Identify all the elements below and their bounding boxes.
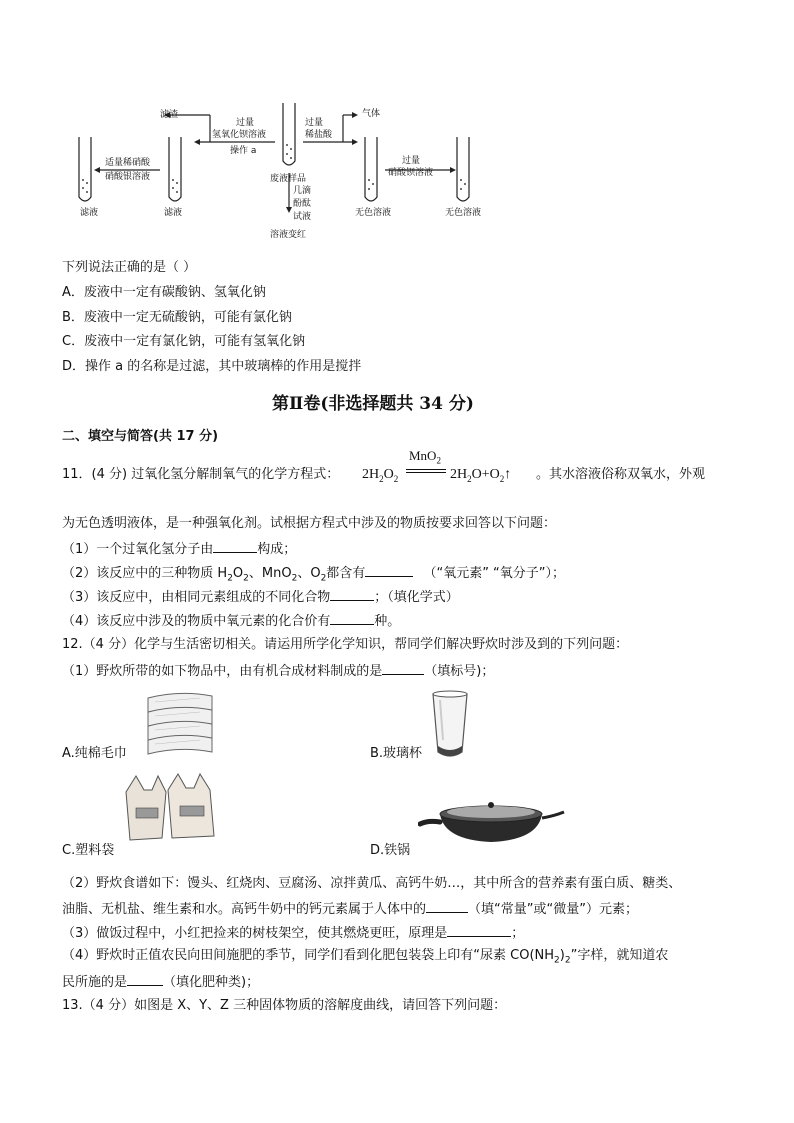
q11-sub2: （2）该反应中的三种物质 $H_2O_2$、MnO$_2$、$O_2$都含有 （“氧元素” “氧分子”）； (62, 566, 566, 584)
test-tube-far-left (79, 137, 91, 201)
item-b-label: B.玻璃杯 (370, 746, 423, 761)
label-few-drops: 几滴 (293, 186, 312, 196)
q12-sub1: （1）野炊所带的如下物品中，由有机合成材料制成的是 （填标号)； (62, 664, 495, 679)
label-silver-nitrate: 硝酸银溶液 (105, 172, 151, 182)
section-fill-blank: 二、填空与简答(共 17 分) (62, 429, 219, 444)
q11-line1: 11．(4 分) 过氧化氢分解制氧气的化学方程式： (62, 467, 340, 482)
q13-stem: 13.（4 分）如图是 X、Y、Z 三种固体物质的溶解度曲线，请回答下列问题： (62, 998, 507, 1013)
answer-blank[interactable] (330, 612, 374, 625)
q12-sub2-line2: 油脂、无机盐、维生素和水。高钙牛奶中的钙元素属于人体中的 （填“常量”或“微量”）元素； (62, 902, 638, 917)
q11-sub3: （3）该反应中，由相同元素组成的不同化合物 ；（填化学式） (62, 590, 459, 605)
label-gas: 气体 (362, 109, 381, 119)
label-phenolphthalein: 酚酞 (293, 199, 312, 209)
test-tube-left (169, 137, 181, 201)
q12-sub4-line2: 民所施的是 （填化肥种类)； (62, 975, 260, 990)
q12-sub2-line1: （2）野炊食谱如下：馒头、红烧肉、豆腐汤、凉拌黄瓜、高钙牛奶…，其中所含的营养素有蛋白质、糖类、 (62, 876, 682, 891)
label-excess-3: 过量 (402, 156, 421, 166)
label-waste-sample: 废液样品 (270, 174, 307, 184)
q10-stem: 下列说法正确的是（ ） (62, 260, 197, 275)
label-filter-residue: 滤渣 (160, 110, 179, 120)
q11-sub1: （1）一个过氧化氢分子由 构成； (62, 542, 297, 557)
label-excess-1: 过量 (236, 118, 255, 128)
label-excess-2: 过量 (305, 118, 324, 128)
plastic-bag-image (122, 772, 217, 844)
q11-sub4: （4）该反应中涉及的物质中氧元素的化合价有 种。 (62, 614, 401, 629)
test-tube-center (283, 103, 295, 165)
label-operation-a: 操作 a (230, 146, 257, 156)
q10-option-b: B．废液中一定无硫酸钠，可能有氯化钠 (62, 310, 292, 325)
item-c-label: C.塑料袋 (62, 843, 115, 858)
label-reagent: 试液 (293, 212, 312, 222)
label-dilute-nitric: 适量稀硝酸 (105, 158, 151, 168)
q11-line1-suffix: 。其水溶液俗称双氧水，外观 (536, 467, 706, 482)
test-tube-right (365, 137, 377, 201)
label-solution-red: 溶液变红 (270, 230, 307, 240)
q10-option-a: A．废液中一定有碳酸钠、氢氧化钠 (62, 285, 266, 300)
q10-option-d: D．操作 a 的名称是过滤，其中玻璃棒的作用是搅拌 (62, 359, 362, 374)
label-barium-nitrate: 硝酸钡溶液 (388, 168, 434, 178)
answer-blank[interactable] (382, 662, 424, 675)
q11-equation: $2H_2O_2$ MnO$_2$ $2H_2O+O_2↑$ (362, 448, 512, 484)
experiment-flow-diagram (60, 95, 510, 245)
q12-sub3: （3）做饭过程中，小红把捡来的树枝架空，使其燃烧更旺，原理是 ； (62, 926, 525, 941)
label-filtrate-1: 滤液 (80, 208, 99, 218)
answer-blank[interactable] (213, 540, 257, 553)
q10-option-c: C．废液中一定有氯化钠，可能有氢氧化钠 (62, 334, 306, 349)
item-d-label: D.铁锅 (370, 843, 411, 858)
q12-sub4-line1: （4）野炊时正值农民向田间施肥的季节，同学们看到化肥包装袋上印有“尿素 $CO(NH_2)_2$”字样，就知道农 (62, 948, 669, 966)
label-dilute-hcl: 稀盐酸 (305, 130, 333, 140)
label-filtrate-2: 滤液 (164, 208, 183, 218)
answer-blank[interactable] (330, 588, 374, 601)
label-colorless-1: 无色溶液 (355, 208, 392, 218)
q11-line2: 为无色透明液体，是一种强氧化剂。试根据方程式中涉及的物质按要求回答以下问题： (62, 516, 557, 531)
label-colorless-2: 无色溶液 (445, 208, 482, 218)
glass-image (430, 690, 470, 762)
label-barium-hydroxide: 氢氧化钡溶液 (212, 130, 267, 140)
test-tube-far-right (457, 137, 469, 201)
item-a-label: A.纯棉毛巾 (62, 746, 127, 761)
answer-blank[interactable] (447, 924, 511, 937)
part2-title: 第Ⅱ卷(非选择题共 34 分) (272, 394, 474, 414)
answer-blank[interactable] (365, 564, 413, 577)
q12-stem: 12.（4 分）化学与生活密切相关。请运用所学化学知识，帮同学们解决野炊时涉及到的下列问题： (62, 637, 629, 652)
towel-image (140, 690, 220, 760)
answer-blank[interactable] (127, 973, 163, 986)
answer-blank[interactable] (426, 900, 468, 913)
iron-wok-image (418, 796, 568, 846)
